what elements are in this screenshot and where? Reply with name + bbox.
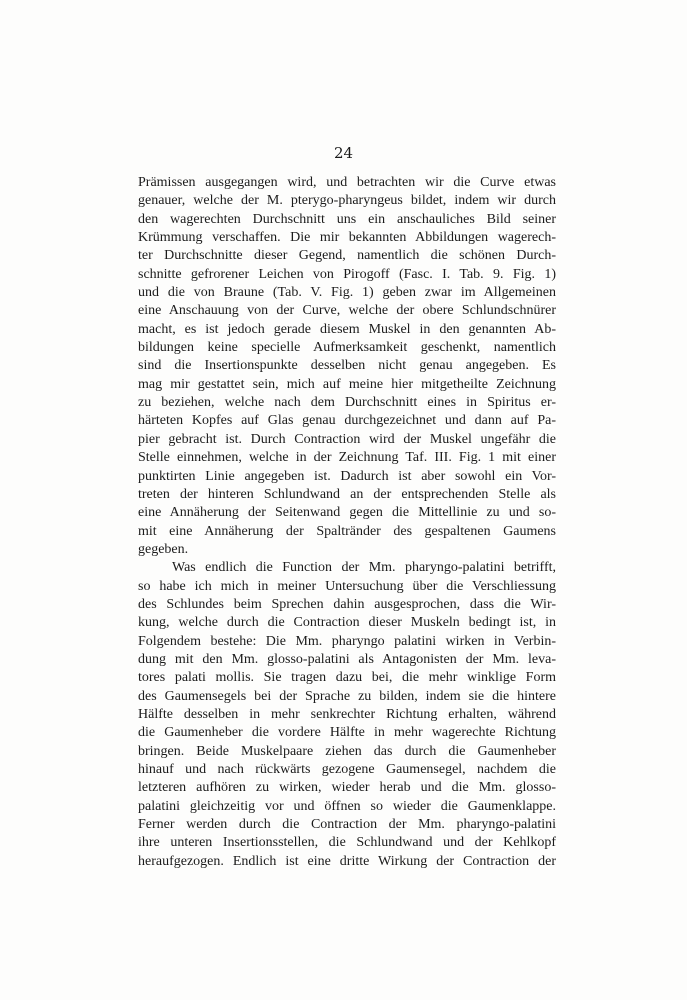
text-line: tores palati mollis. Sie tragen dazu bei, die mehr winklige Form <box>138 670 556 686</box>
text-line: Krümmung verschaffen. Die mir bekannten Abbildungen wagerech- <box>138 230 556 246</box>
text-line: mit eine Annäherung der Spaltränder des gespaltenen Gaumens <box>138 523 556 539</box>
text-line: kung, welche durch die Contraction dieser Muskeln bedingt ist, in <box>138 615 556 631</box>
text-line: letzteren aufhören zu wirken, wieder herab und die Mm. glosso- <box>138 780 556 796</box>
text-line: härteten Kopfes auf Glas genau durchgezeichnet und dann auf Pa- <box>138 413 556 429</box>
text-line: zu beziehen, welche nach dem Durchschnitt eines in Spiritus er- <box>138 395 556 411</box>
text-line: dung mit den Mm. glosso-palatini als Antagonisten der Mm. leva- <box>138 651 556 667</box>
text-line: mag mir gestattet sein, mich auf meine hier mitgetheilte Zeichnung <box>138 376 556 392</box>
text-line: eine Anschauung von der Curve, welche der obere Schlundschnürer <box>138 303 556 319</box>
text-line: ihre unteren Insertionsstellen, die Schlundwand und der Kehlkopf <box>138 835 556 851</box>
text-line: hinauf und nach rückwärts gezogene Gaumensegel, nachdem die <box>138 762 556 777</box>
text-line: und die von Braune (Tab. V. Fig. 1) geben zwar im Allgemeinen <box>138 285 556 301</box>
text-line: Prämissen ausgegangen wird, und betrachten wir die Curve etwas <box>138 175 556 190</box>
text-line: des Gaumensegels bei der Sprache zu bilden, indem sie die hintere <box>138 688 556 704</box>
text-line: bildungen keine specielle Aufmerksamkeit geschenkt, namentlich <box>138 340 556 356</box>
text-line: treten der hinteren Schlundwand an der entsprechenden Stelle als <box>138 486 556 502</box>
page-number: 24 <box>333 144 354 162</box>
text-line: heraufgezogen. Endlich ist eine dritte Wirkung der Contraction der <box>138 853 556 869</box>
text-line: bringen. Beide Muskelpaare ziehen das durch die Gaumenheber <box>138 743 556 759</box>
text-line: ter Durchschnitte dieser Gegend, namentlich die schönen Durch- <box>138 248 556 264</box>
text-line: schnitte gefrorener Leichen von Pirogoff (Fasc. I. Tab. 9. Fig. 1) <box>138 266 556 282</box>
text-line: pier gebracht ist. Durch Contraction wird der Muskel ungefähr die <box>138 431 556 447</box>
text-line: des Schlundes beim Sprechen dahin ausgesprochen, dass die Wir- <box>138 596 556 612</box>
paragraph-end-line: gegeben. <box>138 541 189 557</box>
text-line: sind die Insertionspunkte desselben nicht genau angegeben. Es <box>138 358 556 374</box>
text-line: den wagerechten Durchschnitt uns ein anschauliches Bild seiner <box>138 211 556 227</box>
text-line: macht, es ist jedoch gerade diesem Muskel in den genannten Ab- <box>138 321 556 337</box>
text-line: palatini gleichzeitig vor und öffnen so wieder die Gaumenklappe. <box>138 798 556 814</box>
text-line: Stelle einnehmen, welche in der Zeichnung Taf. III. Fig. 1 mit einer <box>138 450 556 466</box>
text-line: so habe ich mich in meiner Untersuchung über die Verschliessung <box>138 578 556 594</box>
text-line: eine Annäherung der Seitenwand gegen die Mittellinie zu und so- <box>138 505 556 521</box>
text-line: genauer, welche der M. pterygo-pharyngeus bildet, indem wir durch <box>138 193 556 209</box>
text-line: die Gaumenheber die vordere Hälfte in mehr wagerechte Richtung <box>138 725 556 741</box>
text-line: punktirten Linie angegeben ist. Dadurch ist aber sowohl ein Vor- <box>138 468 556 484</box>
text-line: Folgendem bestehe: Die Mm. pharyngo palatini wirken in Verbin- <box>138 633 556 649</box>
text-line: Hälfte desselben in mehr senkrechter Richtung erhalten, während <box>138 706 556 722</box>
body-text <box>138 174 556 871</box>
paragraph-start-line: Was endlich die Function der Mm. pharyngo-palatini betrifft, <box>172 560 556 576</box>
text-line: Ferner werden durch die Contraction der Mm. pharyngo-palatini <box>138 817 556 833</box>
